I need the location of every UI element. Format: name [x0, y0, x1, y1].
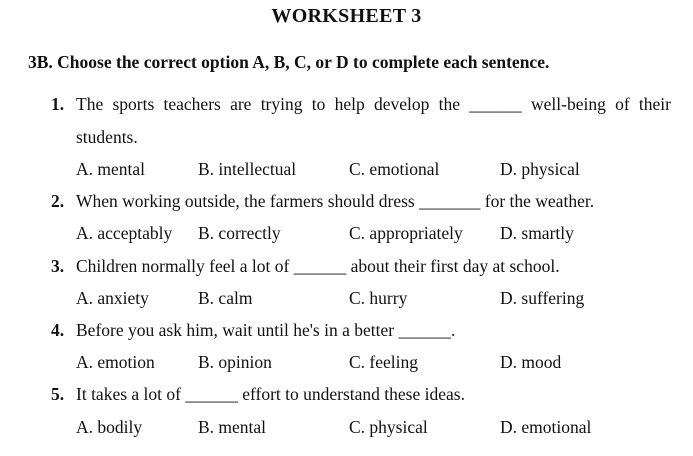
option-d: D. suffering — [500, 288, 585, 308]
option-d: D. emotional — [500, 417, 592, 437]
question-text: It takes a lot of ______ effort to understand these ideas. — [76, 384, 465, 404]
question-text: The sports teachers are trying to help develop the ______ well-being of their — [76, 94, 671, 114]
question-text: Children normally feel a lot of ______ about their first day at school. — [76, 256, 560, 276]
option-c: C. feeling — [349, 352, 419, 372]
option-c: C. physical — [349, 417, 428, 437]
question-number: 4. — [51, 320, 65, 340]
option-b: B. calm — [198, 288, 253, 308]
option-a: A. bodily — [76, 417, 143, 437]
question-text-continued: students. — [76, 127, 138, 147]
option-c: C. appropriately — [349, 223, 463, 243]
question-number: 3. — [51, 256, 65, 276]
option-d: D. mood — [500, 352, 562, 372]
option-a: A. anxiety — [76, 288, 149, 308]
question-text: Before you ask him, wait until he's in a better ______. — [76, 320, 456, 340]
question-number: 2. — [51, 191, 65, 211]
option-d: D. smartly — [500, 223, 574, 243]
option-b: B. opinion — [198, 352, 272, 372]
option-c: C. hurry — [349, 288, 408, 308]
option-b: B. correctly — [198, 223, 281, 243]
option-c: C. emotional — [349, 159, 440, 179]
worksheet-title: WORKSHEET 3 — [271, 5, 422, 27]
option-a: A. mental — [76, 159, 146, 179]
option-b: B. mental — [198, 417, 267, 437]
option-a: A. acceptably — [76, 223, 173, 243]
question-number: 1. — [51, 94, 65, 114]
option-b: B. intellectual — [198, 159, 297, 179]
option-d: D. physical — [500, 159, 580, 179]
question-number: 5. — [51, 384, 65, 404]
option-a: A. emotion — [76, 352, 155, 372]
instruction-heading: 3B. Choose the correct option A, B, C, or D to complete each sentence. — [28, 52, 550, 72]
question-text: When working outside, the farmers should dress _______ for the weather. — [76, 191, 595, 211]
